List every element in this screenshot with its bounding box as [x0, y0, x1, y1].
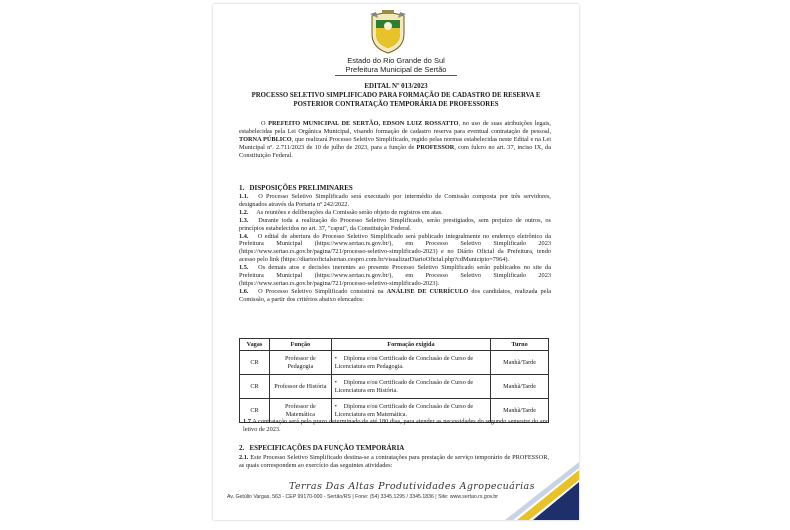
footer-address: Av. Getúlio Vargas, 563 - CEP 99170-000 - Sertão/RS | Fone: (54) 3345.1295 / 3345.1836 | Site: www.sertao.rs.gov.br [227, 494, 498, 500]
municipal-slogan: Terras Das Altas Produtividades Agropecuárias [289, 481, 535, 492]
item-1-3: 1.3. Durante toda a realização do Processo Seletivo Simplificado, serão prestigiados, sem prejuízo de outros, os princípios estabelecidos no art. 37, "caput", da Constituição Federal. [239, 216, 551, 232]
cell-turno: Manhã/Tarde [491, 375, 549, 399]
item-1-1: 1.1. O Processo Seletivo Simplificado será executado por intermédio de Comissão composta por três servidores, designados através da Portaria nº 242/2022. [239, 193, 551, 208]
item-1-5: 1.5. Os demais atos e decisões inerentes ao presente Processo Seletivo Simplificado serão publicados no site da Prefeitura Municipal (https://www.sertao.rs.gov.br/), em Processo Seletivo Simplificado 2023 (https://www.sertao.rs.gov.br/pagina/721/processo-seletivo-simplificado-2023). [239, 264, 551, 287]
item-1-6: 1.6. O Processo Seletivo Simplificado consistirá na ANÁLISE DE CURRÍCULO dos candidatos, realizada pela Comissão, a partir dos critérios abaixo elencados: [239, 287, 551, 303]
item-2-1: 2.1. Este Processo Seletivo Simplificado destina-se a contratações para prestação de serviço temporário de PROFESSOR, as quais correspondem ao exercício das seguintes atividades: [239, 454, 549, 469]
cell-formacao: • Diploma e/ou Certificado de Conclusão de Curso de Licenciatura em História. [331, 375, 490, 399]
bullet-icon: • [334, 403, 337, 411]
stripe-navy [533, 482, 579, 520]
municipal-crest-icon [368, 10, 408, 54]
bullet-icon: • [334, 379, 337, 387]
edital-number: EDITAL Nº 013/2023 [364, 82, 428, 90]
criteria-table [239, 338, 549, 423]
section-1-items [239, 193, 551, 304]
intro-paragraph: O PREFEITO MUNICIPAL DE SERTÃO, EDSON LUIZ ROSSATTO, no uso de suas atribuições legais, estabelecidas pela Lei Orgânica Municipal, visando formação de cadastro reserva para eventual contratação de pessoal, TORNA PÚBLICO, que realizará Processo Seletivo Simplificado, regido pelas normas estabelecidas neste Edital e na Lei Municipal nº. 2.711/2023 de 10 de julho de 2023, para a função de PROFESSOR, com fulcro no art. 37, inciso IX, da Constituição Federal. [239, 120, 551, 159]
mayor-name: PREFEITO MUNICIPAL DE SERTÃO, EDSON LUIZ ROSSATTO [268, 120, 459, 127]
header-city-hall: Prefeitura Municipal de Sertão [345, 65, 447, 74]
cell-vagas: CR [240, 351, 270, 375]
section-1-heading: 1. DISPOSIÇÕES PRELIMINARES [239, 184, 353, 192]
cell-funcao: Professor de História [269, 375, 331, 399]
table-row [240, 375, 549, 399]
col-header-vagas: Vagas [240, 339, 270, 351]
cell-vagas: CR [240, 375, 270, 399]
header-state: Estado do Rio Grande do Sul [347, 56, 445, 65]
table-row [240, 351, 549, 375]
decorative-stripes [505, 462, 579, 520]
col-header-turno: Turno [491, 339, 549, 351]
cell-formacao: • Diploma e/ou Certificado de Conclusão de Curso de Licenciatura em Pedagogia. [331, 351, 490, 375]
table-header-row [240, 339, 549, 351]
col-header-funcao: Função [269, 339, 331, 351]
cell-turno: Manhã/Tarde [491, 399, 549, 423]
item-1-4: 1.4. O edital de abertura do Processo Seletivo Simplificado será publicado integralmente no endereço eletrônico da Prefeitura Municipal (https://www.sertao.rs.gov.br/), em Processo Seletivo Simplificado 2023 (https://www.sertao.rs.gov.br/pagina/721/processo-seletivo-simplificado-2023) e no Diário Oficial da Prefeitura, tendo acesso pelo link (https://diariooficialsertao.cespro.com.br/visualizarDiarioOficial.php?cdMunicipio=7964). [239, 232, 551, 264]
cell-formacao: • Diploma e/ou Certificado de Conclusão de Curso de Licenciatura em Matemática. [331, 399, 490, 423]
document-page [213, 4, 579, 520]
cell-funcao: Professor de Matemática [269, 399, 331, 423]
torna-publico: TORNA PÚBLICO [239, 135, 292, 143]
document-title: PROCESSO SELETIVO SIMPLIFICADO PARA FORMAÇÃO DE CADASTRO DE RESERVA E POSTERIOR CONTRATAÇÃO TEMPORÁRIA DE PROFESSORES [251, 92, 541, 108]
item-1-7: 1.7 A contratação será pelo prazo determinado de até 180 dias, para atender as necessidades do segundo semestre do ano letivo de 2023. [243, 418, 549, 433]
header-divider [335, 75, 457, 76]
cell-turno: Manhã/Tarde [491, 351, 549, 375]
bullet-icon: • [334, 355, 337, 363]
item-1-2: 1.2. As reuniões e deliberações da Comissão serão objeto de registros em atas. [239, 208, 443, 216]
cell-funcao: Professor de Pedagogia [269, 351, 331, 375]
section-2-heading: 2. ESPECIFICAÇÕES DA FUNÇÃO TEMPORÁRIA [239, 444, 405, 452]
col-header-formacao: Formação exigida [331, 339, 490, 351]
cell-vagas: CR [240, 399, 270, 423]
role-professor: PROFESSOR [416, 143, 455, 151]
